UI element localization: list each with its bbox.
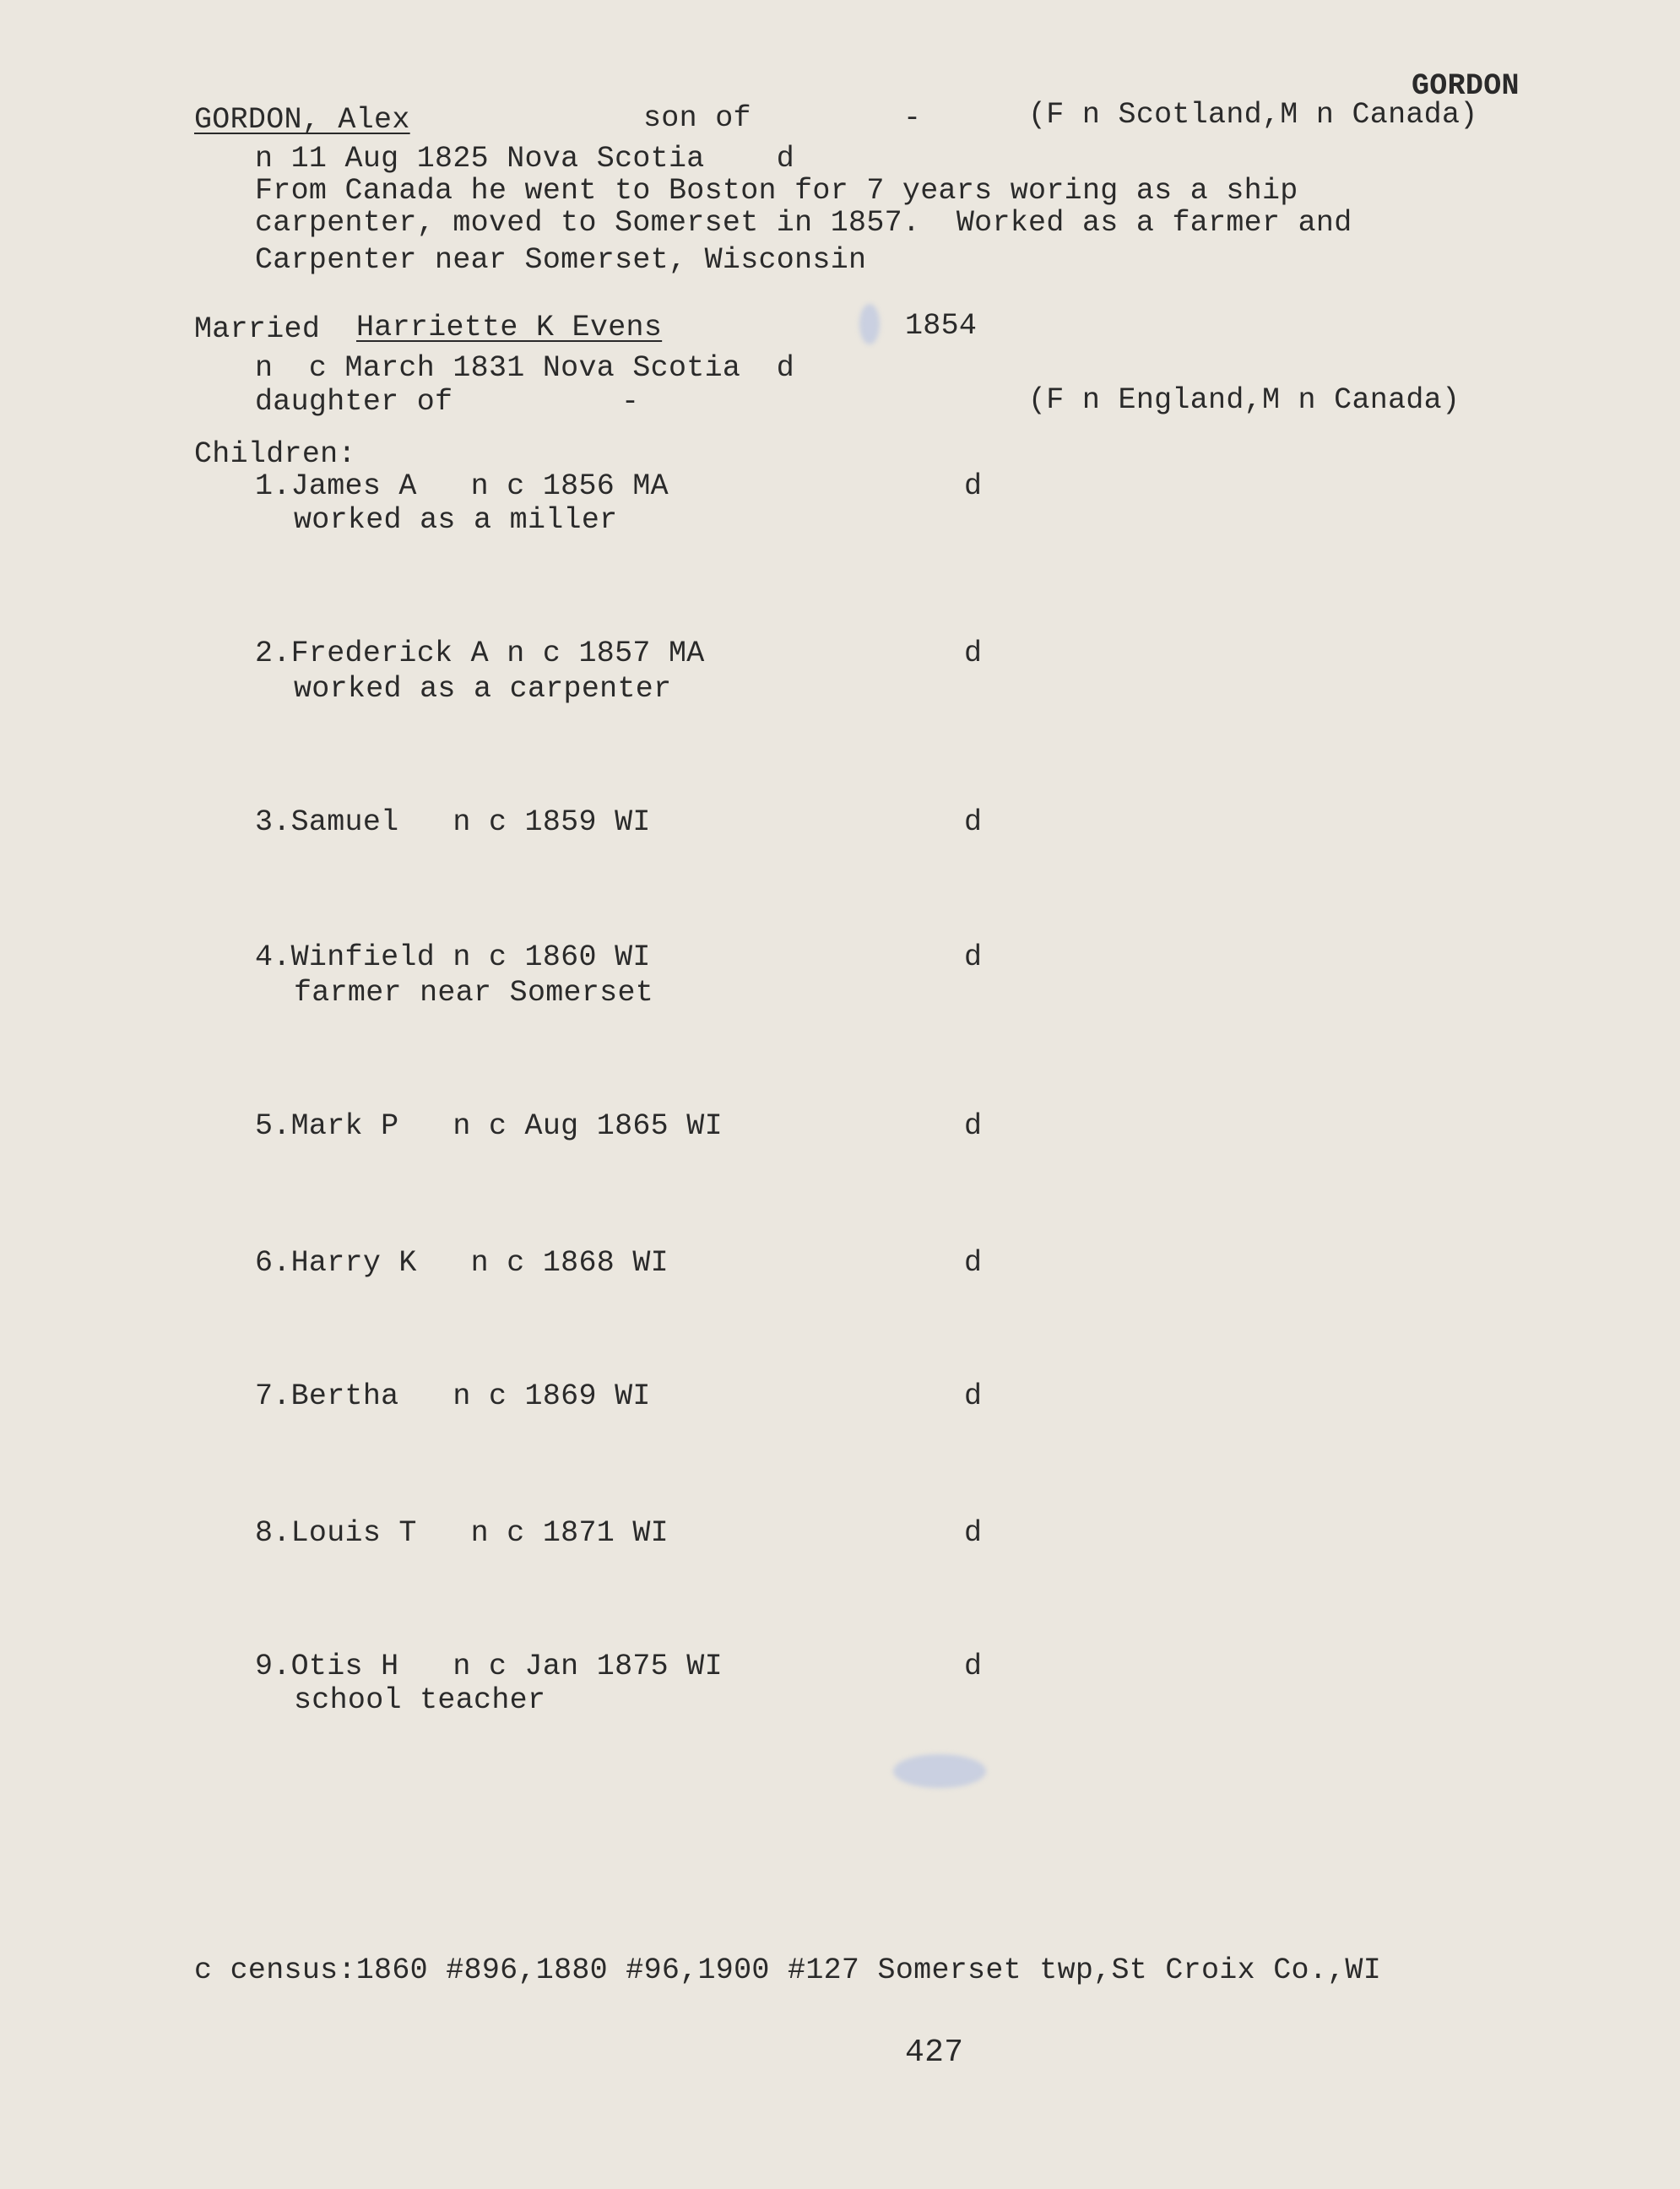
child-2-line: 2.Frederick A n c 1857 MA: [255, 637, 705, 670]
child-5-death: d: [964, 1109, 983, 1143]
ink-smudge: [859, 304, 880, 344]
child-9-death: d: [964, 1650, 983, 1683]
spouse-birth-line: n c March 1831 Nova Scotia d: [255, 351, 795, 385]
child-2-death: d: [964, 637, 983, 670]
marriage-label: Married: [194, 312, 321, 346]
header-surname: GORDON: [1412, 69, 1520, 103]
child-4-note: farmer near Somerset: [294, 976, 654, 1010]
child-6-line: 6.Harry K n c 1868 WI: [255, 1246, 669, 1280]
person-bio-line-1: From Canada he went to Boston for 7 years woring as a ship: [255, 174, 1298, 208]
child-8-line: 8.Louis T n c 1871 WI: [255, 1516, 669, 1550]
child-9-line: 9.Otis H n c Jan 1875 WI: [255, 1650, 723, 1683]
marriage-year: 1854: [905, 309, 978, 343]
child-4-line: 4.Winfield n c 1860 WI: [255, 940, 651, 974]
person-parents-origin: (F n Scotland,M n Canada): [1028, 98, 1478, 132]
spouse-parents-origin: (F n England,M n Canada): [1028, 383, 1461, 417]
child-9-note: school teacher: [294, 1683, 546, 1717]
child-1-line: 1.James A n c 1856 MA: [255, 469, 669, 503]
person-bio-line-2: carpenter, moved to Somerset in 1857. Worked as a farmer and: [255, 206, 1352, 240]
spouse-parent-dash: -: [621, 385, 640, 419]
person-bio-line-3: Carpenter near Somerset, Wisconsin: [255, 243, 867, 277]
child-6-death: d: [964, 1246, 983, 1280]
child-7-line: 7.Bertha n c 1869 WI: [255, 1379, 651, 1413]
person-name: GORDON, Alex: [194, 103, 410, 137]
person-parent-dash: -: [903, 101, 922, 135]
child-3-death: d: [964, 805, 983, 839]
child-1-death: d: [964, 469, 983, 503]
spouse-daughter-of: daughter of: [255, 385, 453, 419]
child-2-note: worked as a carpenter: [294, 672, 672, 706]
ink-smudge-lower: [893, 1754, 986, 1788]
child-3-line: 3.Samuel n c 1859 WI: [255, 805, 651, 839]
child-8-death: d: [964, 1516, 983, 1550]
child-1-note: worked as a miller: [294, 503, 618, 537]
children-label: Children:: [194, 437, 356, 471]
person-birth-line: n 11 Aug 1825 Nova Scotia d: [255, 142, 795, 176]
person-relation: son of: [643, 101, 751, 135]
child-4-death: d: [964, 940, 983, 974]
spouse-name: Harriette K Evens: [356, 311, 663, 344]
child-5-line: 5.Mark P n c Aug 1865 WI: [255, 1109, 723, 1143]
census-line: c census:1860 #896,1880 #96,1900 #127 Somerset twp,St Croix Co.,WI: [194, 1953, 1382, 1987]
page-number: 427: [905, 2035, 964, 2071]
child-7-death: d: [964, 1379, 983, 1413]
